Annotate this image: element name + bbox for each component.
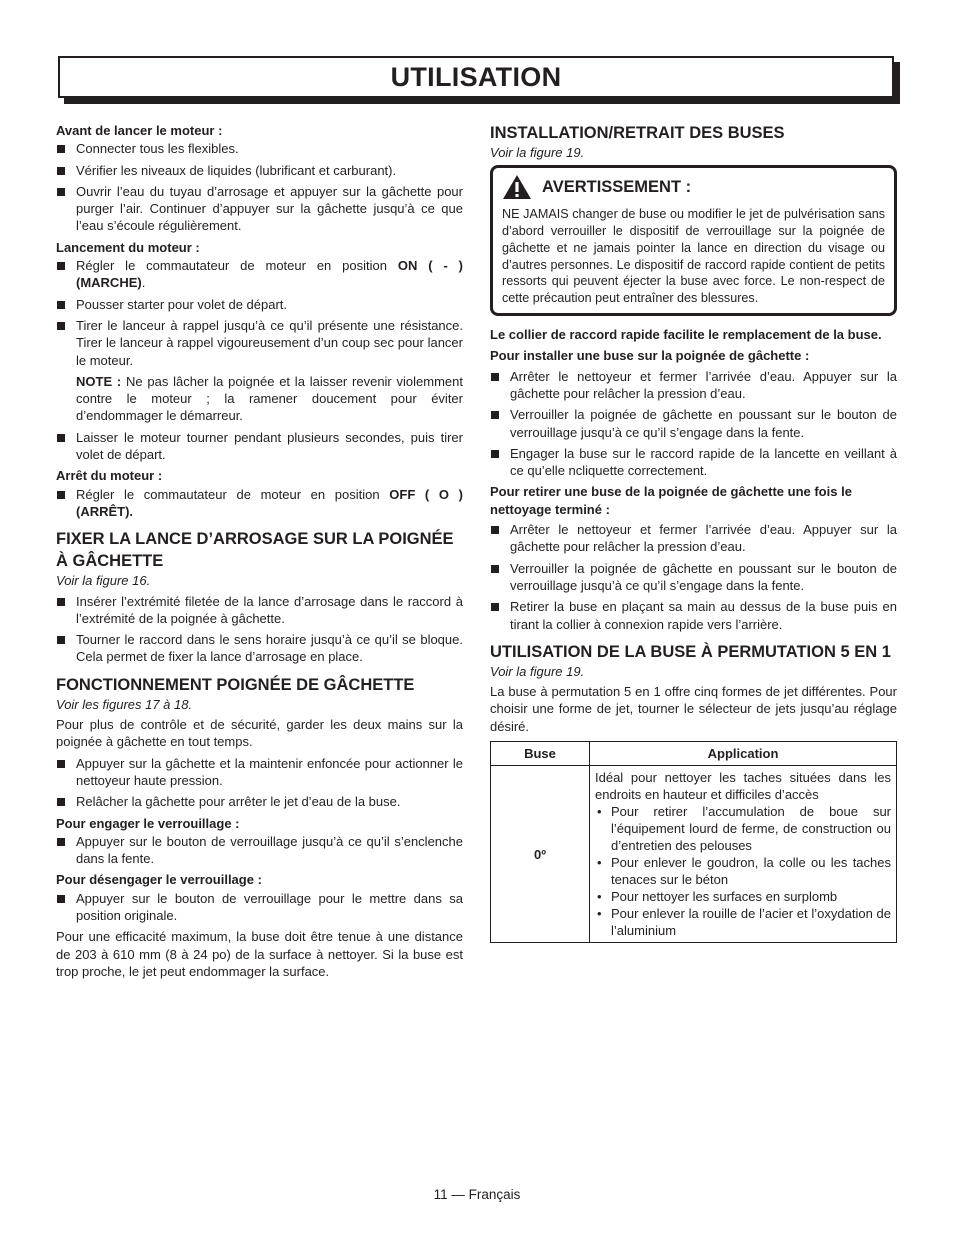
permut-heading: UTILISATION DE LA BUSE À PERMUTATION 5 EN 1: [490, 642, 891, 661]
item-text: .: [141, 275, 146, 291]
arret-title: Arrêt du moteur :: [56, 468, 163, 484]
list-item: Tirer le lanceur à rappel jusqu’à ce qu’il présente une résistance. Tirer le lanceur à rappel vigoureusement d’un coup sec pour lancer le moteur.: [56, 317, 463, 369]
list-item: Appuyer sur le bouton de verrouillage pour le mettre dans sa position originale.: [56, 890, 463, 925]
fonct-see: Voir les figures 17 à 18.: [56, 696, 193, 712]
lancement-title: Lancement du moteur :: [56, 239, 200, 255]
page-footer: 11 — Français: [433, 1187, 521, 1202]
permut-paragraph: La buse à permutation 5 en 1 offre cinq formes de jet différentes. Pour choisir une forme de jet, tourner le sélecteur de jets jusqu’au réglage désiré.: [490, 684, 897, 734]
avant-title: Avant de lancer le moteur :: [56, 123, 223, 138]
collier-note: Le collier de raccord rapide facilite le remplacement de la buse.: [490, 327, 882, 343]
list-item: Engager la buse sur le raccord rapide de la lancette en veillant à ce qu’elle ncliquette correctement.: [490, 445, 897, 480]
warning-title: AVERTISSEMENT :: [542, 177, 692, 196]
warning-header: [502, 174, 885, 200]
application-list: [595, 803, 891, 939]
engager-list: [56, 833, 463, 868]
desengager-title: Pour désengager le verrouillage :: [56, 872, 262, 888]
list-item: Appuyer sur le bouton de verrouillage jusqu’à ce qu’il s’enclenche dans la fente.: [56, 833, 463, 868]
list-item: • Pour nettoyer les surfaces en surplomb: [595, 888, 891, 905]
list-item: Arrêter le nettoyeur et fermer l’arrivée d’eau. Appuyer sur la gâchette pour relâcher la pression d’eau.: [490, 521, 897, 556]
table-row: [491, 766, 897, 943]
warning-box: [490, 165, 897, 316]
list-item: Arrêter le nettoyeur et fermer l’arrivée d’eau. Appuyer sur la gâchette pour relâcher la pression d’eau.: [490, 368, 897, 403]
fixer-list: [56, 593, 463, 666]
retirer-list: [490, 521, 897, 633]
fonct-heading: FONCTIONNEMENT POIGNÉE DE GÂCHETTE: [56, 675, 415, 694]
item-text: Régler le commautateur de moteur en position: [76, 258, 398, 274]
fixer-heading: FIXER LA LANCE D’ARROSAGE SUR LA POIGNÉE À GÂCHETTE: [56, 530, 454, 571]
list-item: Laisser le moteur tourner pendant plusieurs secondes, puis tirer volet de départ.: [56, 429, 463, 464]
left-column: [56, 122, 463, 984]
list-item: • Pour enlever le goudron, la colle ou les taches tenaces sur le béton: [595, 854, 891, 888]
engager-title: Pour engager le verrouillage :: [56, 815, 240, 831]
buse-cell: 0º: [491, 766, 590, 943]
list-item: Connecter tous les flexibles.: [56, 140, 463, 157]
col-header-application: Application: [590, 742, 897, 766]
install-see: Voir la figure 19.: [490, 145, 585, 160]
arret-list: [56, 486, 463, 521]
note: [56, 373, 463, 425]
application-intro: Idéal pour nettoyer les taches situées dans les endroits en hauteur et difficiles d’accès: [595, 770, 891, 803]
list-item: Tourner le raccord dans le sens horaire jusqu’à ce qu’il se bloque. Cela permet de fixer la lance d’arrosage en place.: [56, 631, 463, 666]
table-header-row: [491, 742, 897, 766]
list-item: • Pour retirer l’accumulation de boue sur l’équipement lourd de ferme, de construction ou d’entretien des pelouses: [595, 803, 891, 854]
buse-table: [490, 741, 897, 943]
avant-list: [56, 140, 463, 234]
install-heading: INSTALLATION/RETRAIT DES BUSES: [490, 124, 785, 142]
list-item: Insérer l’extrémité filetée de la lance d’arrosage dans le raccord à l’extrémité de la poignée à gâchette.: [56, 593, 463, 628]
desengager-list: [56, 890, 463, 925]
note-label: NOTE :: [76, 373, 122, 389]
final-paragraph: Pour une efficacité maximum, la buse doit être tenue à une distance de 203 à 610 mm (8 à 24 po) de la surface à nettoyer. Si la buse est trop proche, le jet peut endommager la surface.: [56, 929, 463, 979]
warning-text: NE JAMAIS changer de buse ou modifier le jet de pulvérisation sans d’abord verrouiller le dispositif de verrouillage sur la poignée de gâchette et ne jamais pointer la lance en direction du visage ou d’autres personnes. Le dispositif de raccord rapide contient de petits ressorts qui peuvent éjecter la buse avec force. Le non-respect de cette précaution peut entraîner des blessures.: [502, 207, 885, 306]
item-bold-text: OFF ( O ) (ARRÊT).: [76, 486, 463, 519]
list-item: Relâcher la gâchette pour arrêter le jet d’eau de la buse.: [56, 793, 463, 810]
title-box: [58, 56, 894, 98]
installer-list: [490, 368, 897, 480]
list-item: Pousser starter pour volet de départ.: [56, 296, 463, 313]
permut-see: Voir la figure 19.: [490, 663, 585, 679]
item-bold-text: ON ( - ) (MARCHE): [76, 258, 463, 291]
item-text: Régler le commautateur de moteur en position: [76, 486, 390, 502]
lancement-list-cont: [56, 429, 463, 464]
installer-title: Pour installer une buse sur la poignée de gâchette :: [490, 348, 810, 364]
list-item: [56, 486, 463, 521]
fixer-see: Voir la figure 16.: [56, 573, 151, 589]
fonct-list: [56, 755, 463, 811]
note-text: Ne pas lâcher la poignée et la laisser revenir violemment contre le moteur ; la ramener doucement pour éviter d’endommager le démarreur.: [76, 373, 463, 424]
list-item: Ouvrir l’eau du tuyau d’arrosage et appuyer sur la gâchette pour purger l’air. Continuer d’appuyer sur la gâchette jusqu’à ce que l’eau s’écoule régulièrement.: [56, 183, 463, 235]
list-item: • Pour enlever la rouille de l’acier et l’oxydation de l’aluminium: [595, 905, 891, 939]
warning-triangle-icon: [502, 174, 532, 200]
list-item: Vérifier les niveaux de liquides (lubrificant et carburant).: [56, 162, 463, 179]
list-item: Retirer la buse en plaçant sa main au dessus de la buse puis en tirant la collier à connexion rapide vers l’arrière.: [490, 598, 897, 633]
list-item: Appuyer sur la gâchette et la maintenir enfoncée pour actionner le nettoyeur haute pression.: [56, 755, 463, 790]
right-column: [490, 122, 897, 943]
page-title: UTILISATION: [390, 61, 562, 92]
list-item: Verrouiller la poignée de gâchette en poussant sur le bouton de verrouillage jusqu’à ce qu’il s’engage dans la fente.: [490, 560, 897, 595]
list-item: [56, 257, 463, 292]
col-header-buse: Buse: [491, 742, 590, 766]
retirer-title: Pour retirer une buse de la poignée de gâchette une fois le nettoyage terminé :: [490, 484, 852, 517]
lancement-list: [56, 257, 463, 369]
fonct-intro: Pour plus de contrôle et de sécurité, garder les deux mains sur la poignée à gâchette en tout temps.: [56, 717, 463, 750]
list-item: Verrouiller la poignée de gâchette en poussant sur le bouton de verrouillage jusqu’à ce qu’il s’engage dans la fente.: [490, 406, 897, 441]
application-cell: [590, 766, 897, 943]
title-banner: [58, 56, 894, 98]
